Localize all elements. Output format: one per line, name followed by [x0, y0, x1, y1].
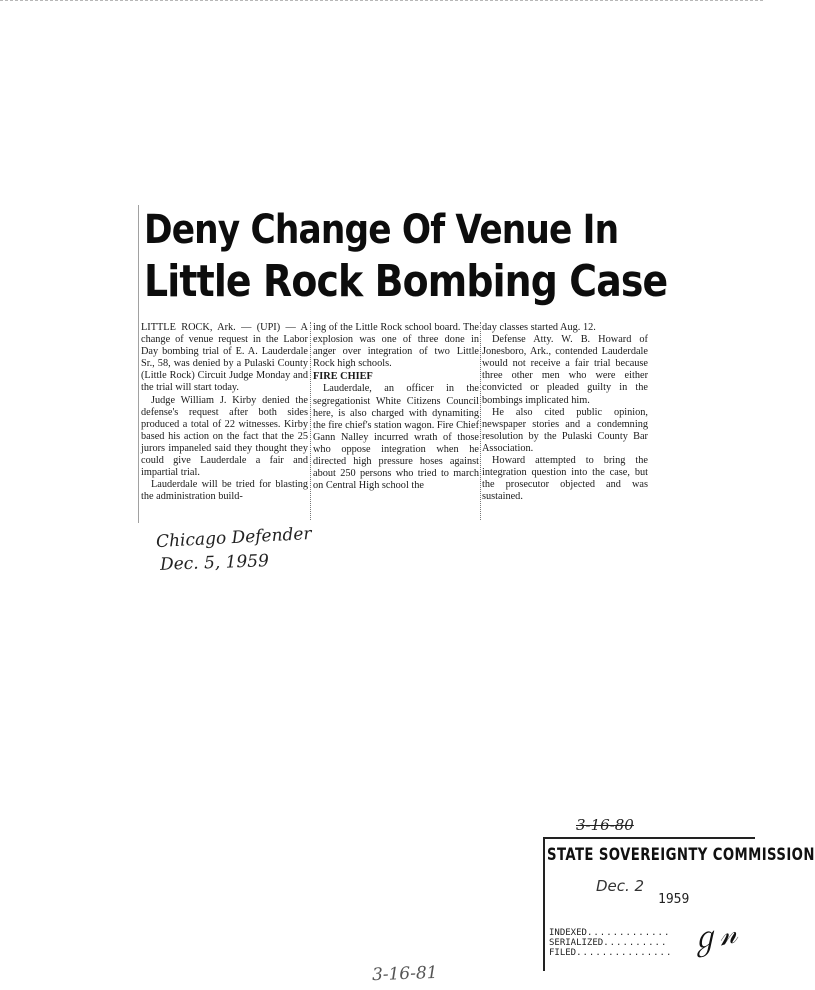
stamp-title: STATE SOVEREIGNTY COMMISSION	[547, 845, 815, 865]
stamp-file-number: 3-16-80	[576, 816, 634, 834]
stamp-year: 1959	[658, 892, 690, 907]
stamp-row-label: INDEXED	[549, 928, 587, 938]
headline-line-2: Little Rock Bombing Case	[144, 256, 668, 307]
article-subhead: FIRE CHIEF	[313, 371, 373, 383]
clipping-edge	[138, 205, 139, 523]
handwritten-source: Chicago Defender	[155, 523, 313, 553]
stamp-row-label: SERIALIZED	[549, 938, 604, 948]
stamp-row-label: FILED	[549, 948, 577, 958]
article-paragraph: Defense Atty. W. B. Howard of Jonesboro, Ark., contended Lauderdale would not receive a fair trial because three other men who were either convicted or pleaded guilty in the bombings implicated him.	[482, 334, 648, 406]
stamp-handwritten-date: Dec. 2	[596, 877, 645, 895]
article-paragraph: He also cited public opinion, newspaper stories and a condemning resolution by the Pulaski County Bar Association.	[482, 406, 648, 454]
headline	[144, 204, 668, 308]
handwritten-initials: ℊ𝓃	[685, 915, 741, 960]
article-column-2	[313, 322, 479, 492]
article-paragraph: Lauderdale will be tried for blasting the administration build-	[141, 479, 308, 503]
column-divider	[480, 322, 481, 520]
stamp-row-filed: FILED...............	[549, 948, 673, 958]
handwritten-date: Dec. 5, 1959	[159, 551, 270, 575]
scan-edge-mark	[0, 0, 763, 3]
headline-line-1: Deny Change Of Venue In	[144, 207, 619, 253]
article-paragraph: LITTLE ROCK, Ark. — (UPI) — A change of venue request in the Labor Day bombing trial of E. A. Lauderdale Sr., 58, was denied by a Pulaski County (Little Rock) Circuit Judge Monday and the trial will start today.	[141, 322, 308, 394]
article-paragraph: day classes started Aug. 12.	[482, 322, 596, 333]
article-paragraph: Lauderdale, an officer in the segregationist White Citizens Council here, is also charged with dynamiting the fire chief's station wagon. Fire Chief Gann Nalley incurred wrath of those who oppose integration when he directed high pressure hoses against about 250 persons who tried to march on Central High school the	[313, 383, 479, 492]
stamp-row-serialized: SERIALIZED..........	[549, 938, 668, 948]
article-paragraph: ing of the Little Rock school board. The explosion was one of three done in anger over integration of two Little Rock high schools.	[313, 322, 479, 370]
article-column-3	[482, 322, 648, 503]
article-column-1	[141, 322, 308, 503]
column-divider	[310, 322, 311, 520]
article-paragraph: Howard attempted to bring the integration question into the case, but the prosecutor objected and was sustained.	[482, 455, 648, 503]
stamp-row-indexed: INDEXED.............	[549, 928, 671, 938]
article-paragraph: Judge William J. Kirby denied the defense's request after both sides produced a total of 22 witnesses. Kirby based his action on the fact that the 25 jurors impaneled said they thought they could give Lauderdale a fair and impartial trial.	[141, 394, 308, 479]
handwritten-bottom-number: 3-16-81	[371, 962, 438, 986]
